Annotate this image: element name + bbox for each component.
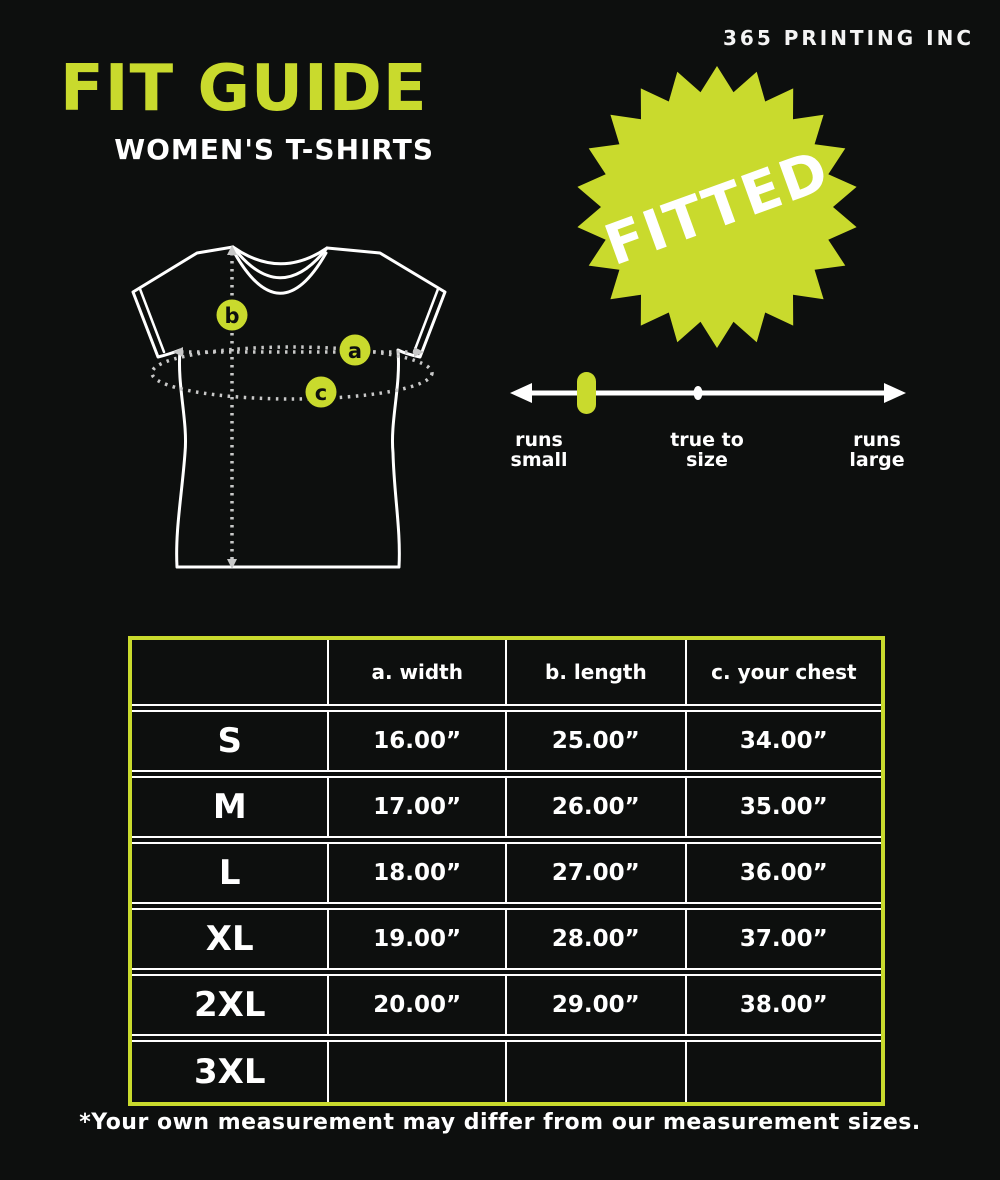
scale-arrow-left-icon bbox=[510, 383, 532, 403]
size-cell: M bbox=[212, 787, 247, 827]
footnote: *Your own measurement may differ from our measurement sizes. bbox=[79, 1110, 921, 1135]
table-header-row bbox=[132, 640, 881, 706]
width-arrow-left bbox=[173, 347, 183, 357]
size-cell: S bbox=[217, 721, 242, 761]
scale-label-line: large bbox=[849, 449, 905, 471]
table-row-m bbox=[132, 776, 881, 838]
fit-marker bbox=[577, 372, 596, 414]
header-cell-chest: c. your chest bbox=[685, 640, 881, 704]
page-subtitle: WOMEN'S T-SHIRTS bbox=[114, 133, 434, 166]
length-cell: 27.00” bbox=[505, 844, 685, 902]
table-row-s bbox=[132, 710, 881, 772]
header-cell-size bbox=[132, 640, 327, 704]
page-title: FIT GUIDE bbox=[60, 52, 428, 126]
true-to-size-dot bbox=[694, 386, 703, 400]
chest-cell: 38.00” bbox=[685, 976, 881, 1034]
marker-c-label: c bbox=[314, 381, 328, 405]
chest-cell: 37.00” bbox=[685, 910, 881, 968]
size-cell: L bbox=[218, 853, 241, 893]
table-row-2xl bbox=[132, 974, 881, 1036]
scale-label-line: size bbox=[686, 449, 728, 471]
table-row-xl bbox=[132, 908, 881, 970]
size-table bbox=[128, 636, 885, 1106]
width-cell: 17.00” bbox=[327, 778, 505, 836]
width-cell: 18.00” bbox=[327, 844, 505, 902]
scale-arrow-right-icon bbox=[884, 383, 906, 403]
size-cell: 2XL bbox=[193, 985, 266, 1025]
chest-dotted-ellipse bbox=[152, 347, 432, 399]
marker-a-label: a bbox=[347, 339, 363, 363]
scale-label-true-to-size bbox=[670, 430, 744, 470]
table-row-3xl bbox=[132, 1040, 881, 1102]
length-cell: 26.00” bbox=[505, 778, 685, 836]
badge-label: FITTED bbox=[596, 137, 839, 279]
chest-cell bbox=[685, 1042, 881, 1102]
width-cell bbox=[327, 1042, 505, 1102]
marker-b-label: b bbox=[224, 304, 240, 328]
fit-scale bbox=[506, 363, 910, 423]
table-row-l bbox=[132, 842, 881, 904]
chest-cell: 34.00” bbox=[685, 712, 881, 770]
tshirt-measurement-diagram bbox=[118, 226, 456, 576]
header-cell-length: b. length bbox=[505, 640, 685, 704]
size-cell: 3XL bbox=[193, 1052, 266, 1092]
scale-label-line: true to bbox=[670, 429, 744, 451]
collar-inner-curve bbox=[234, 252, 326, 293]
width-cell: 16.00” bbox=[327, 712, 505, 770]
length-cell: 29.00” bbox=[505, 976, 685, 1034]
scale-label-runs-large bbox=[849, 430, 904, 470]
length-cell: 28.00” bbox=[505, 910, 685, 968]
scale-label-line: small bbox=[510, 449, 568, 471]
fitted-badge bbox=[574, 64, 860, 350]
width-cell: 19.00” bbox=[327, 910, 505, 968]
width-cell: 20.00” bbox=[327, 976, 505, 1034]
brand-name: 365 PRINTING INC bbox=[722, 26, 974, 50]
chest-cell: 35.00” bbox=[685, 778, 881, 836]
scale-label-line: runs bbox=[515, 429, 563, 451]
tshirt-outline bbox=[133, 247, 445, 567]
scale-label-runs-small bbox=[511, 430, 568, 470]
header-cell-width: a. width bbox=[327, 640, 505, 704]
length-cell: 25.00” bbox=[505, 712, 685, 770]
size-cell: XL bbox=[205, 919, 254, 959]
length-cell bbox=[505, 1042, 685, 1102]
scale-label-line: runs bbox=[853, 429, 901, 451]
chest-cell: 36.00” bbox=[685, 844, 881, 902]
